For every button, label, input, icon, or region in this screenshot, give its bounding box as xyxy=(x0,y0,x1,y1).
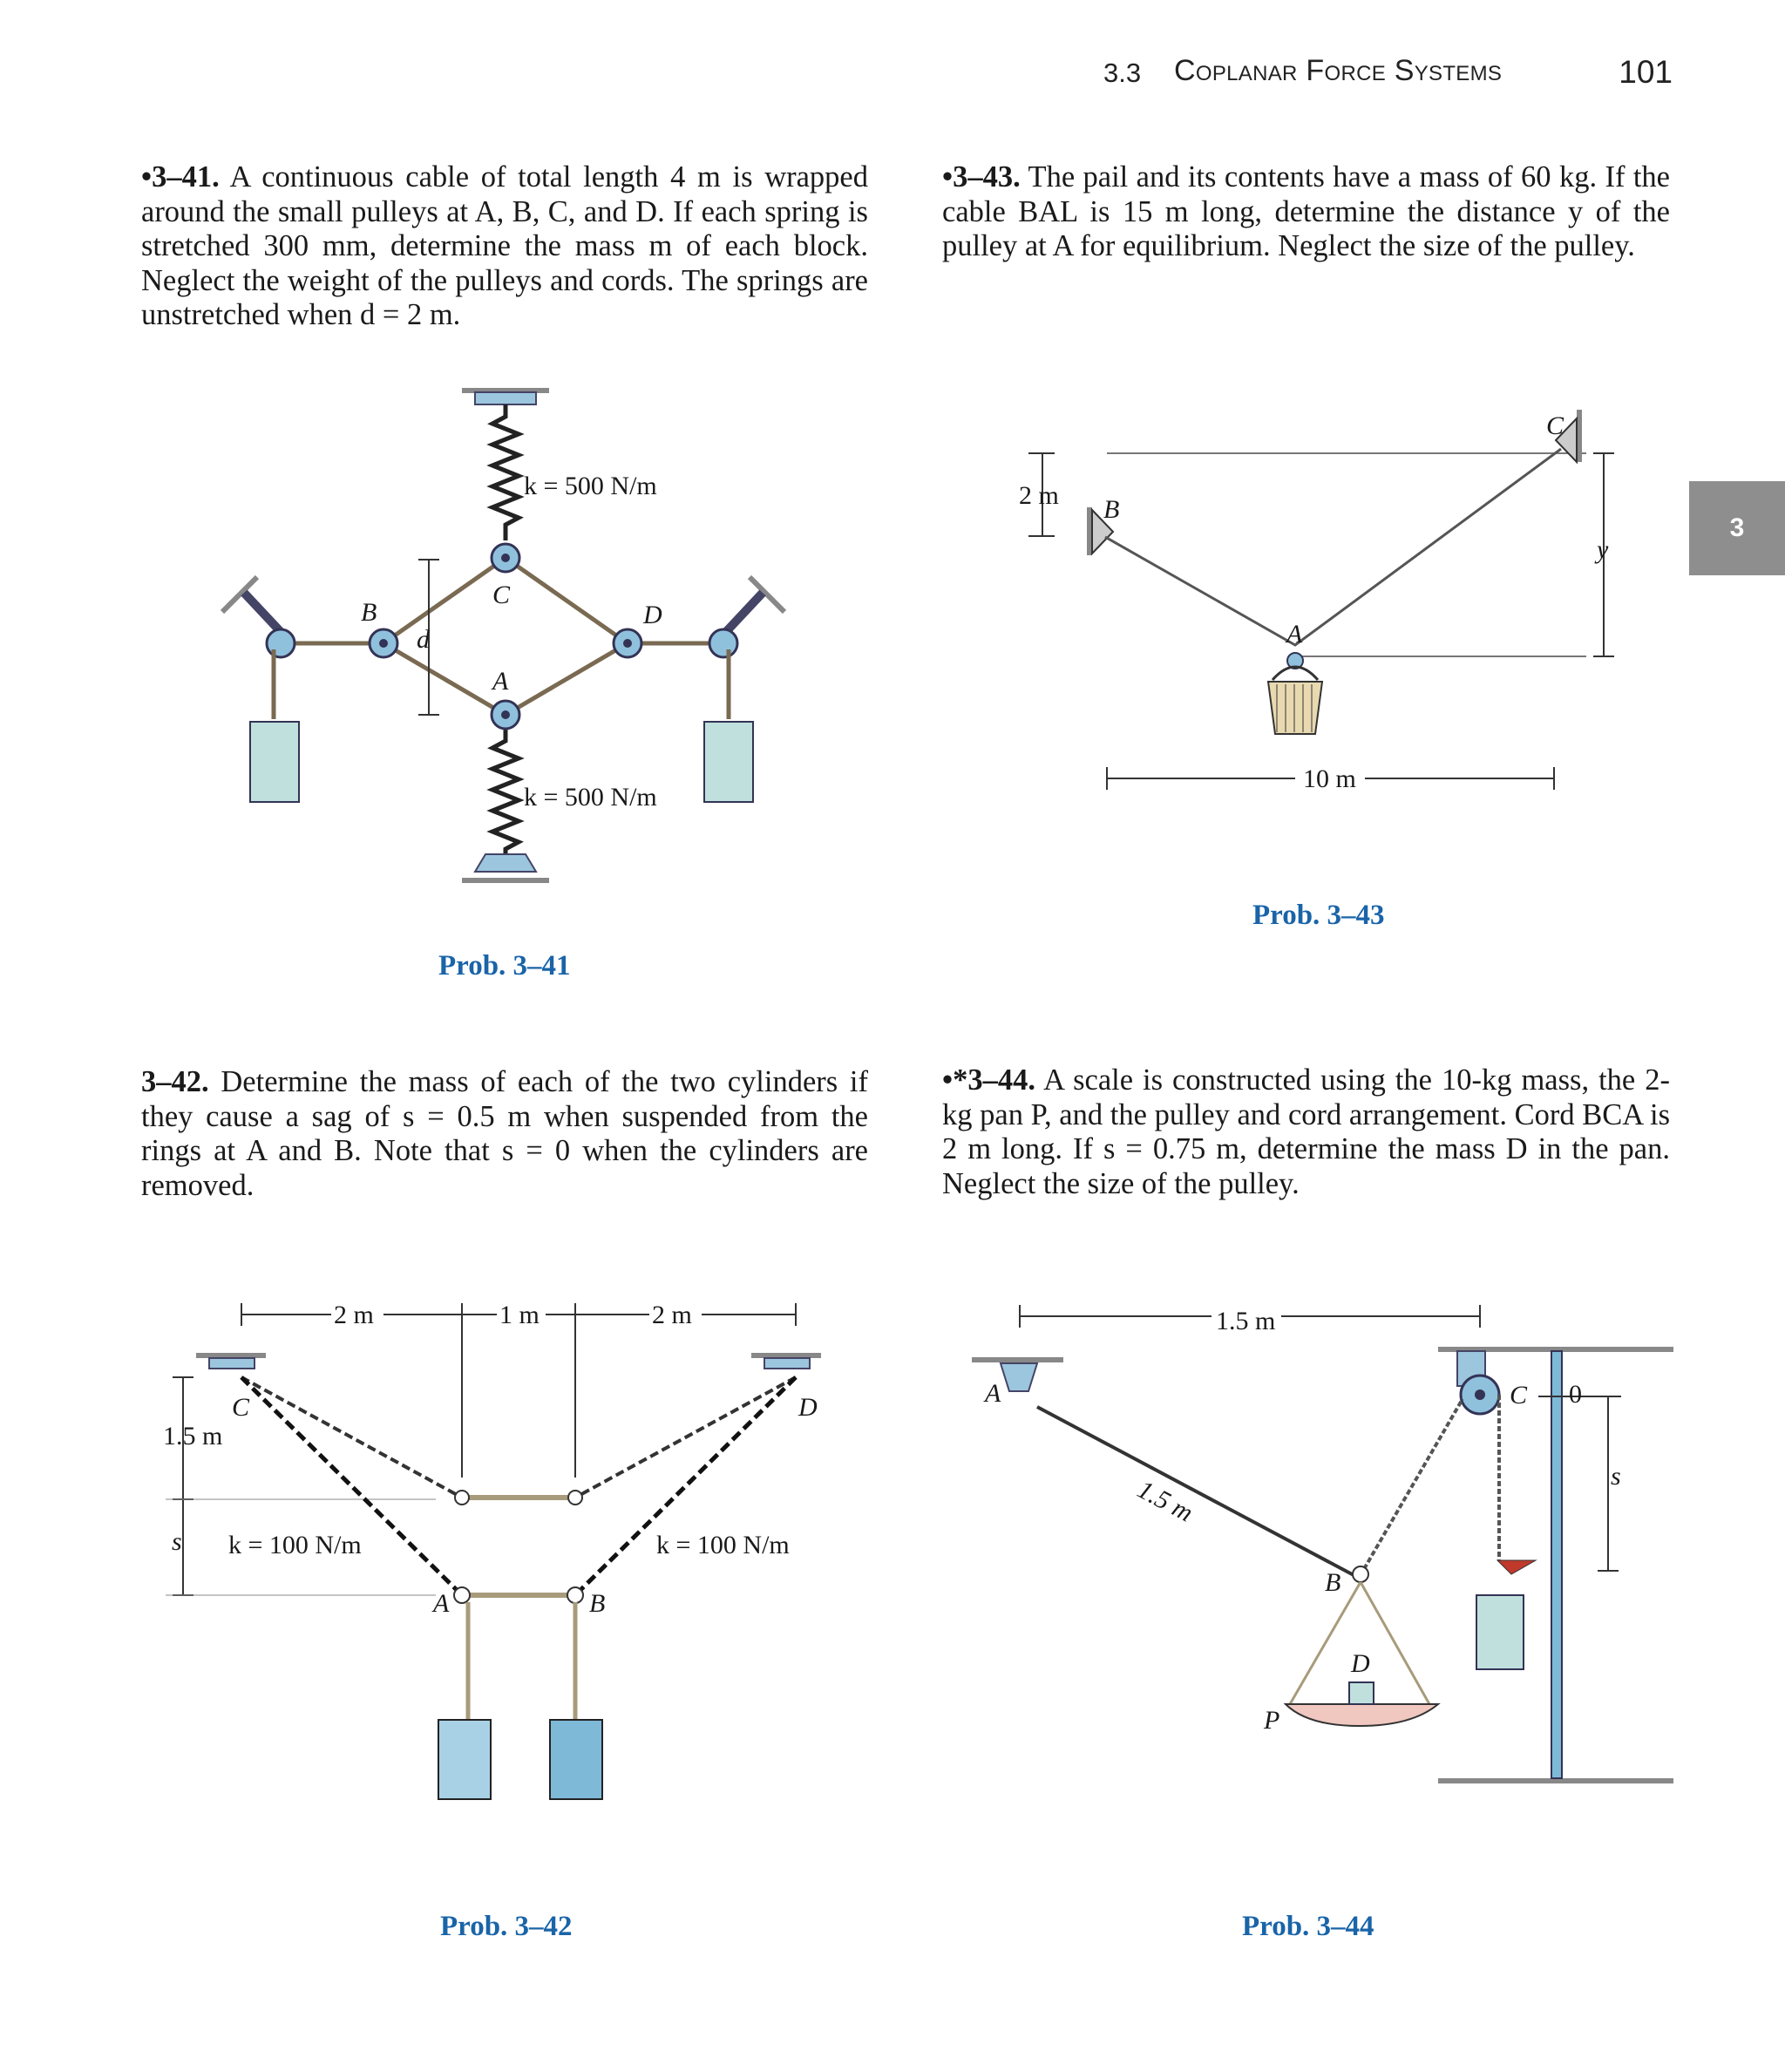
label-a: A xyxy=(1286,620,1303,649)
label-d: d xyxy=(417,625,430,654)
label-y: y xyxy=(1597,535,1609,564)
caption-3-41: Prob. 3–41 xyxy=(438,950,571,982)
label-10m: 10 m xyxy=(1303,764,1356,793)
label-2m-left: 2 m xyxy=(334,1301,374,1329)
label-a: A xyxy=(492,667,509,696)
problem-text: The pail and its contents have a mass of 60 kg. If the cable BAL is 15 m long, determine the distance y of the pulley at A for equilibrium. Neglect the size of the pulley. xyxy=(942,160,1670,262)
problem-number: •3–41. xyxy=(141,160,220,194)
label-b: B xyxy=(1103,495,1120,524)
label-c: C xyxy=(232,1393,250,1422)
label-a: A xyxy=(433,1589,450,1618)
mass-d xyxy=(1349,1682,1374,1704)
label-1m: 1 m xyxy=(499,1301,540,1329)
label-1-5m: 1.5 m xyxy=(163,1422,223,1450)
label-k-bottom: k = 500 N/m xyxy=(524,783,657,812)
label-b: B xyxy=(361,598,377,627)
mass-10kg xyxy=(1476,1595,1524,1669)
label-2m-right: 2 m xyxy=(652,1301,692,1329)
label-p: P xyxy=(1264,1706,1280,1735)
label-b: B xyxy=(589,1589,606,1618)
label-s: s xyxy=(172,1527,182,1556)
caption-3-42: Prob. 3–42 xyxy=(440,1911,573,1942)
label-k-top: k = 500 N/m xyxy=(524,472,657,500)
problem-text: A scale is constructed using the 10-kg mass, the 2-kg pan P, and the pulley and cord arrangement. Cord BCA is 2 m long. If s = 0.75 m, determine the mass D in the pan. Neglect the size of the pulley. xyxy=(942,1063,1670,1200)
label-1-5m-top: 1.5 m xyxy=(1216,1307,1276,1335)
caption-3-43: Prob. 3–43 xyxy=(1252,900,1385,931)
label-a: A xyxy=(985,1379,1001,1408)
label-1-5m-cord: 1.5 m xyxy=(1132,1475,1198,1528)
label-zero: 0 xyxy=(1569,1380,1582,1409)
label-d-pulley: D xyxy=(643,601,662,629)
caption-3-44: Prob. 3–44 xyxy=(1242,1911,1374,1942)
label-c: C xyxy=(1510,1381,1528,1410)
label-b: B xyxy=(1325,1568,1341,1597)
label-d: D xyxy=(798,1393,818,1422)
label-s: s xyxy=(1611,1462,1621,1491)
pulley-c xyxy=(1461,1376,1499,1414)
label-2m: 2 m xyxy=(1019,481,1059,510)
problem-number: •*3–44. xyxy=(942,1063,1035,1097)
label-k-right: k = 100 N/m xyxy=(656,1531,790,1559)
page-number: 101 xyxy=(1619,54,1673,90)
label-d: D xyxy=(1351,1649,1370,1678)
problem-text: A continuous cable of total length 4 m is wrapped around the small pulleys at A, B, C, and D. If each spring is stretched 300 mm, determine the mass m of each block. Neglect the weight of the pulleys and cords. The springs are unstretched when d = 2 m. xyxy=(141,160,868,331)
problem-number: 3–42. xyxy=(141,1065,209,1098)
section-title: Coplanar Force Systems xyxy=(1174,54,1503,87)
label-k-left: k = 100 N/m xyxy=(228,1531,362,1559)
label-c: C xyxy=(492,581,511,609)
chapter-tab: 3 xyxy=(1689,481,1785,575)
label-c: C xyxy=(1546,411,1564,440)
section-number: 3.3 xyxy=(1103,58,1142,88)
problem-number: •3–43. xyxy=(942,160,1021,194)
scale-post xyxy=(1551,1351,1562,1778)
problem-text: Determine the mass of each of the two cylinders if they cause a sag of s = 0.5 m when suspended from the rings at A and B. Note that s = 0 when the cylinders are removed. xyxy=(141,1065,868,1202)
pan xyxy=(1286,1704,1438,1726)
